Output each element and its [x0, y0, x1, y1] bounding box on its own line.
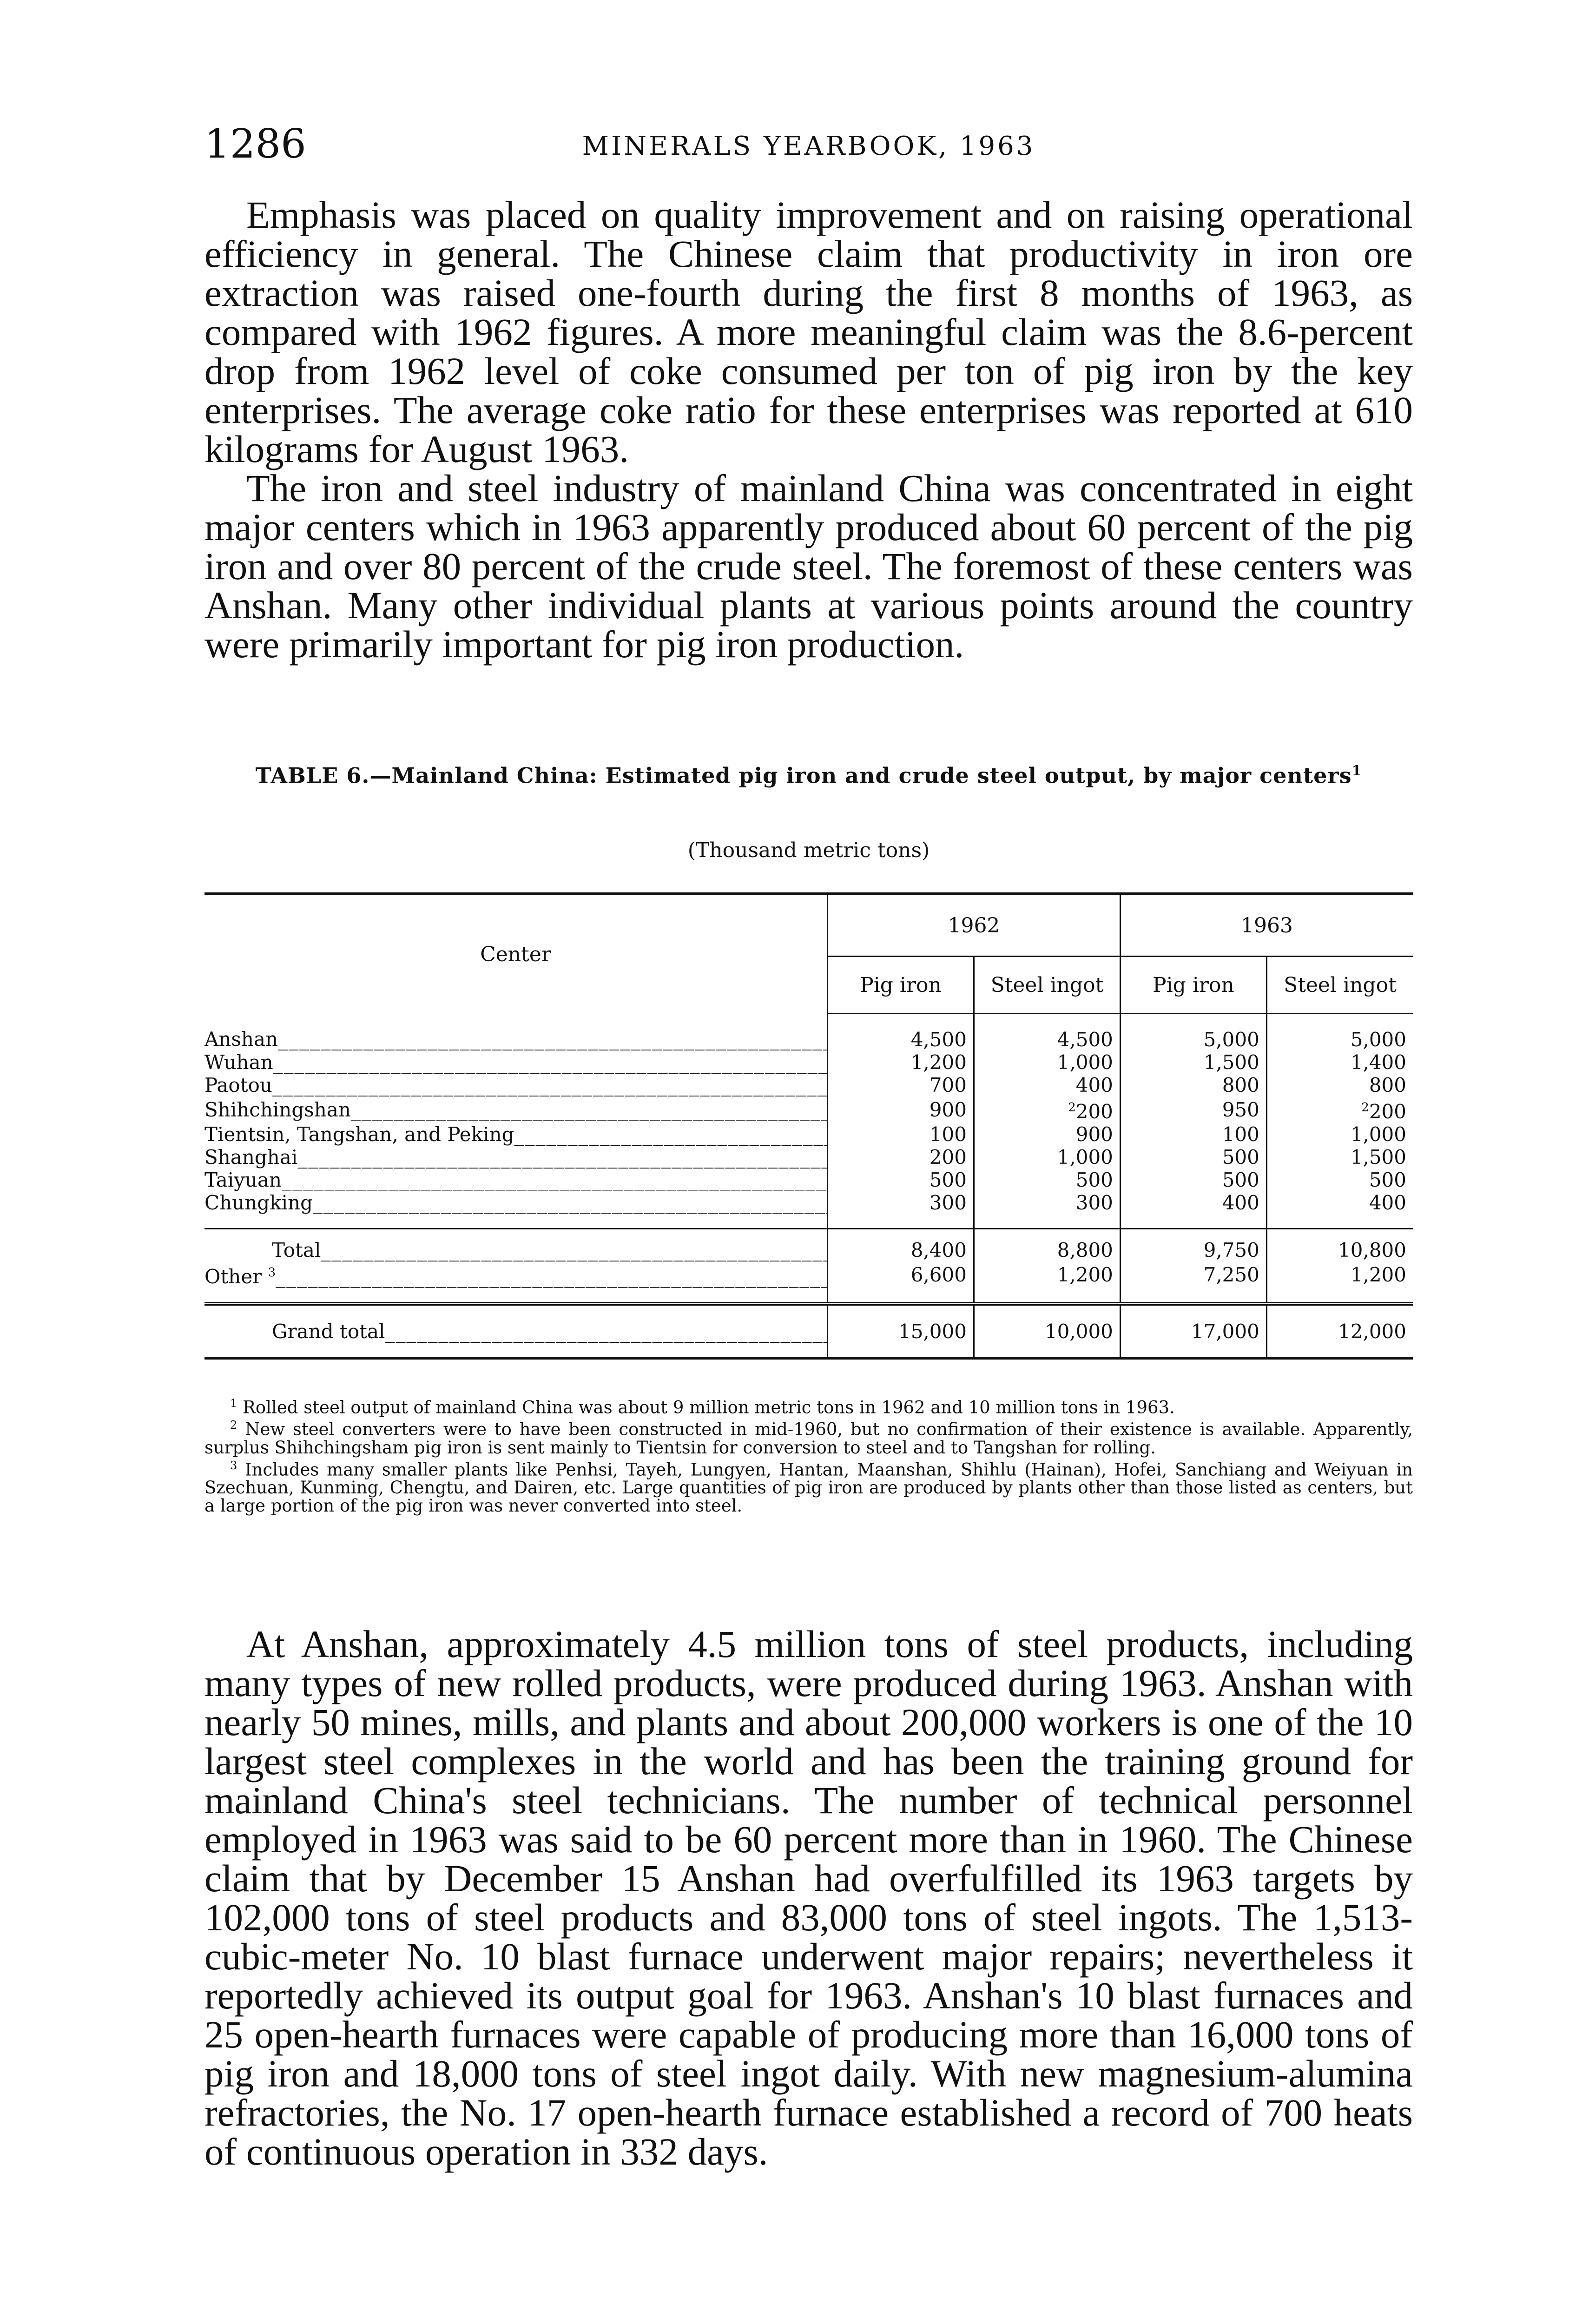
- row-label: Shihchingshan _____: [204, 1096, 828, 1123]
- table-row: [204, 1123, 1413, 1146]
- column-header-1962: 1962: [828, 894, 1121, 957]
- subheader-steel-ingot-1962: Steel ingot: [974, 957, 1120, 1014]
- cell-pig-1962: 4,500: [828, 1014, 974, 1051]
- subheader-pig-iron-1963: Pig iron: [1120, 957, 1266, 1014]
- cell-pig-1963: 400: [1120, 1191, 1266, 1229]
- table-title: [204, 758, 1413, 789]
- cell-pig-1963: 5,000: [1120, 1014, 1266, 1051]
- cell-pig-1962: 500: [828, 1169, 974, 1191]
- cell-steel-1963: 500: [1266, 1169, 1413, 1191]
- footnote: $^2$ New steel converters were to have been constructed in mid-1960, but no confirmation of their existence is available. Apparently, surplus Shihchingsham pig iron is sent mainly to Tientsin for conversion to steel and to Tangshan for rolling.: [204, 1419, 1413, 1458]
- cell-pig-1963: 950: [1120, 1096, 1266, 1123]
- row-label: Other $^3$ _____: [204, 1261, 828, 1304]
- cell-steel-1962: 1,000: [974, 1051, 1120, 1074]
- subheader-pig-iron-1962: Pig iron: [828, 957, 974, 1014]
- cell-pig-1962: 200: [828, 1146, 974, 1169]
- total-row: [204, 1229, 1413, 1262]
- page-number: 1286: [204, 121, 306, 167]
- cell-pig-1962: 15,000: [828, 1304, 974, 1358]
- table-row: [204, 1051, 1413, 1074]
- cell-steel-1963: $^2$200: [1266, 1096, 1413, 1123]
- cell-pig-1963: 500: [1120, 1169, 1266, 1191]
- cell-pig-1963: 7,250: [1120, 1261, 1266, 1304]
- intro-paragraph: The iron and steel industry of mainland China was concentrated in eight major centers which in 1963 apparently produced about 60 percent of the pig iron and over 80 percent of the crude steel. The foremost of these centers was Anshan. Many other individual plants at various points around the country were primarily important for pig iron production.: [204, 467, 1413, 666]
- column-header-center: Center: [480, 942, 551, 966]
- cell-pig-1962: 8,400: [828, 1229, 974, 1262]
- footnote: $^1$ Rolled steel output of mainland China was about 9 million metric tons in 1962 and 10 million tons in 1963.: [230, 1397, 1175, 1418]
- intro-text: [204, 195, 1413, 664]
- cell-steel-1963: 1,000: [1266, 1123, 1413, 1146]
- row-label: Tientsin, Tangshan, and Peking _____: [204, 1123, 828, 1146]
- column-header-1963: 1963: [1120, 894, 1413, 957]
- cell-steel-1962: 1,200: [974, 1261, 1120, 1304]
- footnote: $^3$ Includes many smaller plants like Penhsi, Tayeh, Lungyen, Hantan, Maanshan, Shihlu (Hainan), Hofei, Sanchiang and Weiyuan in Szechuan, Kunming, Chengtu, and Dairen, etc. Large quantities of pig iron are produced by plants other than those listed as centers, but a large portion of the pig iron was never converted into steel.: [204, 1459, 1413, 1516]
- intro-paragraph: Emphasis was placed on quality improvement and on raising operational efficiency in general. The Chinese claim that productivity in iron ore extraction was raised one-fourth during the first 8 months of 1963, as compared with 1962 figures. A more meaningful claim was the 8.6-percent drop from 1962 level of coke consumed per ton of pig iron by the key enterprises. The average coke ratio for these enterprises was reported at 610 kilograms for August 1963.: [204, 193, 1413, 470]
- cell-steel-1963: 1,200: [1266, 1261, 1413, 1304]
- page: [204, 0, 1413, 2324]
- table-row: [204, 1169, 1413, 1191]
- cell-steel-1963: 400: [1266, 1191, 1413, 1229]
- row-label: Anshan _____: [204, 1014, 828, 1051]
- cell-steel-1962: 300: [974, 1191, 1120, 1229]
- cell-steel-1962: 500: [974, 1169, 1120, 1191]
- row-label: Total _____: [204, 1229, 828, 1262]
- cell-pig-1962: 900: [828, 1096, 974, 1123]
- cell-steel-1962: 1,000: [974, 1146, 1120, 1169]
- footnote-mark: 3: [268, 1266, 276, 1280]
- row-label: Paotou _____: [204, 1074, 828, 1096]
- footnote-mark: 2: [1068, 1101, 1076, 1115]
- other-row: [204, 1261, 1413, 1304]
- running-head: [204, 119, 1413, 170]
- row-label: Chungking _____: [204, 1191, 828, 1229]
- output-table: [204, 892, 1413, 1360]
- row-label: Grand total _____: [204, 1304, 828, 1358]
- cell-pig-1963: 800: [1120, 1074, 1266, 1096]
- row-label: Wuhan _____: [204, 1051, 828, 1074]
- table-unit: (Thousand metric tons): [687, 838, 930, 862]
- cell-steel-1963: 5,000: [1266, 1014, 1413, 1051]
- cell-steel-1962: 900: [974, 1123, 1120, 1146]
- table-row: [204, 1096, 1413, 1123]
- table-row: [204, 1074, 1413, 1096]
- cell-pig-1962: 6,600: [828, 1261, 974, 1304]
- cell-steel-1962: 4,500: [974, 1014, 1120, 1051]
- table-title-note: 1: [1351, 763, 1362, 779]
- cell-pig-1962: 1,200: [828, 1051, 974, 1074]
- table-row: [204, 1191, 1413, 1229]
- cell-pig-1963: 500: [1120, 1146, 1266, 1169]
- closing-text: [204, 1624, 1413, 2171]
- subheader-steel-ingot-1963: Steel ingot: [1266, 957, 1413, 1014]
- cell-steel-1962: 400: [974, 1074, 1120, 1096]
- running-title: MINERALS YEARBOOK, 1963: [582, 131, 1035, 161]
- table-header-row: [204, 894, 1413, 957]
- row-label: Taiyuan _____: [204, 1169, 828, 1191]
- cell-pig-1963: 17,000: [1120, 1304, 1266, 1358]
- cell-pig-1962: 300: [828, 1191, 974, 1229]
- cell-steel-1962: 10,000: [974, 1304, 1120, 1358]
- cell-steel-1962: 8,800: [974, 1229, 1120, 1262]
- cell-pig-1962: 100: [828, 1123, 974, 1146]
- cell-steel-1962: $^2$200: [974, 1096, 1120, 1123]
- table-title-text: TABLE 6.—Mainland China: Estimated pig iron and crude steel output, by major centers: [255, 763, 1352, 788]
- cell-steel-1963: 800: [1266, 1074, 1413, 1096]
- table-row: [204, 1146, 1413, 1169]
- cell-pig-1963: 1,500: [1120, 1051, 1266, 1074]
- cell-steel-1963: 10,800: [1266, 1229, 1413, 1262]
- cell-steel-1963: 1,400: [1266, 1051, 1413, 1074]
- row-label: Shanghai _____: [204, 1146, 828, 1169]
- cell-steel-1963: 1,500: [1266, 1146, 1413, 1169]
- closing-paragraph: At Anshan, approximately 4.5 million tons of steel products, including many types of new rolled products, were produced during 1963. Anshan with nearly 50 mines, mills, and plants and about 200,000 workers is one of the 10 largest steel complexes in the world and has been the training ground for mainland China's steel technicians. The number of technical personnel employed in 1963 was said to be 60 percent more than in 1960. The Chinese claim that by December 15 Anshan had overfulfilled its 1963 targets by 102,000 tons of steel products and 83,000 tons of steel ingots. The 1,513-cubic-meter No. 10 blast furnace underwent major repairs; nevertheless it reportedly achieved its output goal for 1963. Anshan's 10 blast furnaces and 25 open-hearth furnaces were capable of producing more than 16,000 tons of pig iron and 18,000 tons of steel ingot daily. With new magnesium-alumina refractories, the No. 17 open-hearth furnace established a record of 700 heats of continuous operation in 332 days.: [204, 1623, 1413, 2173]
- grand-total-row: [204, 1304, 1413, 1358]
- cell-pig-1963: 9,750: [1120, 1229, 1266, 1262]
- footnote-mark: 2: [1361, 1101, 1369, 1115]
- cell-pig-1963: 100: [1120, 1123, 1266, 1146]
- table-row: [204, 1014, 1413, 1051]
- cell-pig-1962: 700: [828, 1074, 974, 1096]
- footnotes: [204, 1394, 1413, 1515]
- cell-steel-1963: 12,000: [1266, 1304, 1413, 1358]
